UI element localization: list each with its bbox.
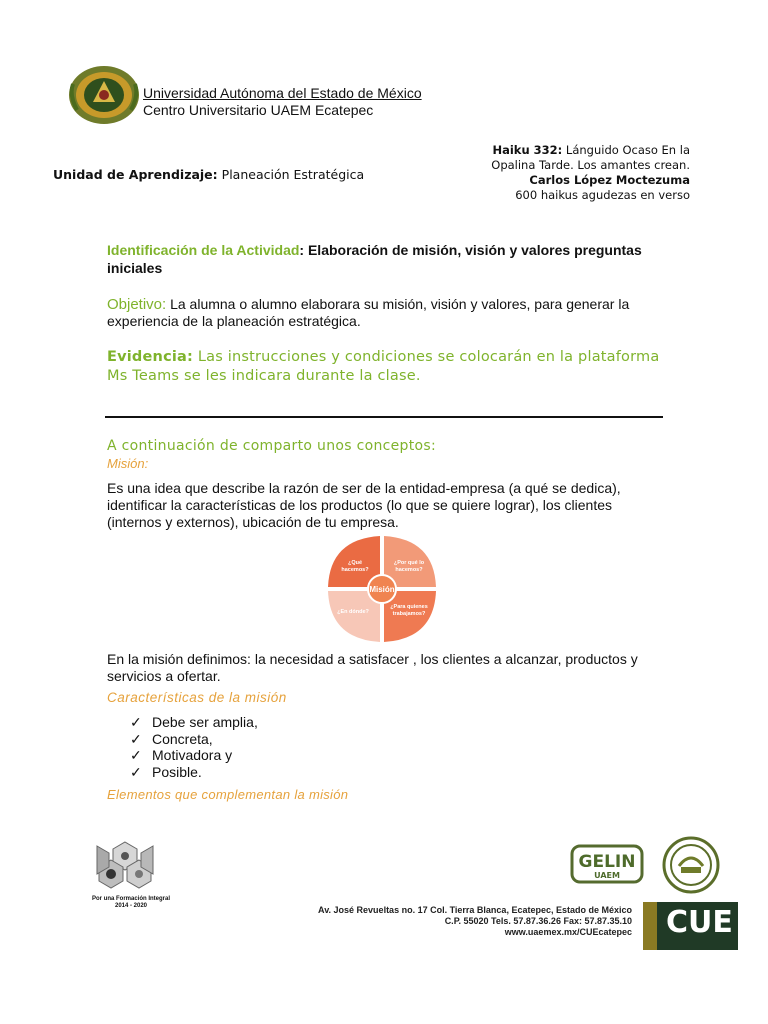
list-item: ✓ Concreta,	[130, 730, 213, 747]
objective-text: La alumna o alumno elaborara su misión, visión y valores, para generar la experiencia de la planeación estratégica.	[107, 296, 630, 329]
caracteristicas-heading: Características de la misión	[107, 690, 287, 705]
section-divider	[105, 416, 663, 418]
evidence-text: Las instrucciones y condiciones se colocarán en la plataforma Ms Teams se les indicara durante la clase.	[107, 349, 660, 384]
evidence-label: Evidencia:	[107, 349, 194, 365]
mision-definition: Es una idea que describe la razón de ser de la entidad-empresa (a qué se dedica), identificar la características de los productos (lo que se quiere lograr), los clientes (internos y externos), ubicación de tu empresa.	[107, 480, 621, 530]
svg-text:¿Para quienestrabajamos?	[390, 604, 428, 617]
gelin-uaem-logo	[570, 842, 644, 886]
caracteristicas-list	[130, 714, 258, 780]
gelin-text: GELIN	[578, 852, 636, 872]
learning-unit	[53, 167, 364, 182]
q4-line2: trabajamos?	[392, 611, 426, 617]
list-item: ✓ Motivadora y	[130, 747, 233, 763]
address-website: www.uaemex.mx/CUEcatepec	[504, 927, 632, 937]
formacion-integral-caption: Por una Formación Integral 2014 - 2020	[91, 896, 170, 909]
activity-title	[107, 241, 667, 277]
institution-address	[318, 905, 632, 938]
q2-line2: hacemos?	[395, 567, 423, 573]
q1-line1: ¿Qué	[347, 560, 363, 566]
haiku-title: Haiku 332:	[492, 143, 563, 157]
q4-line1: ¿Para quienes	[390, 604, 428, 610]
mision-definimos: En la misión definimos: la necesidad a satisfacer , los clientes a alcanzar, productos y servicios a ofertar.	[107, 651, 638, 684]
haiku-line-1: Lánguido Ocaso En la	[565, 143, 690, 157]
learning-unit-value: Planeación Estratégica	[221, 167, 365, 182]
objective	[107, 296, 667, 330]
q1-line2: hacemos?	[341, 567, 369, 573]
university-name: Universidad Autónoma del Estado de México	[143, 85, 422, 101]
university-center: Centro Universitario UAEM Ecatepec	[143, 102, 374, 118]
cue-logo-stripe	[643, 902, 657, 950]
cue-logo-text: CUE	[666, 905, 733, 940]
activity-text: : Elaboración de misión, visión y valores preguntas iniciales	[107, 242, 642, 276]
learning-unit-label: Unidad de Aprendizaje:	[53, 167, 218, 182]
objective-label: Objetivo:	[107, 296, 167, 313]
mision-heading: Misión:	[107, 456, 149, 471]
q2-line1: ¿Por qué lo	[393, 560, 425, 566]
elementos-heading: Elementos que complementan la misión	[107, 787, 349, 802]
address-line-1: Av. José Revueltas no. 17 Col. Tierra Blanca, Ecatepec, Estado de México	[318, 905, 632, 915]
evidence	[107, 348, 667, 386]
haiku-block	[450, 143, 690, 203]
list-item: ✓ Posible.	[130, 763, 202, 780]
check-icon: ✓	[130, 730, 142, 747]
diagram-center-label: Misión	[369, 585, 395, 594]
address-line-2: C.P. 55020 Tels. 57.87.36.26 Fax: 57.87.35.10	[444, 916, 632, 926]
check-icon: ✓	[130, 714, 142, 730]
haiku-line-2: Opalina Tarde. Los amantes crean.	[491, 158, 690, 172]
uaem-seal-logo	[67, 64, 141, 126]
gelin-uaem-text: UAEM	[594, 871, 620, 880]
haiku-author: Carlos López Moctezuma	[529, 173, 690, 187]
haiku-book: 600 haikus agudezas en verso	[515, 188, 690, 202]
formacion-integral-logo	[92, 840, 158, 898]
mision-diagram	[325, 534, 439, 644]
check-icon: ✓	[130, 763, 142, 780]
check-icon: ✓	[130, 747, 142, 763]
list-item: ✓ Debe ser amplia,	[130, 714, 258, 730]
concepts-intro: A continuación de comparto unos conceptos:	[107, 438, 436, 454]
q3-line1: ¿En dónde?	[337, 609, 369, 615]
activity-label: Identificación de la Actividad	[107, 242, 300, 258]
svg-text:¿Por qué lohacemos?	[394, 560, 425, 573]
round-seal-logo	[661, 836, 721, 894]
